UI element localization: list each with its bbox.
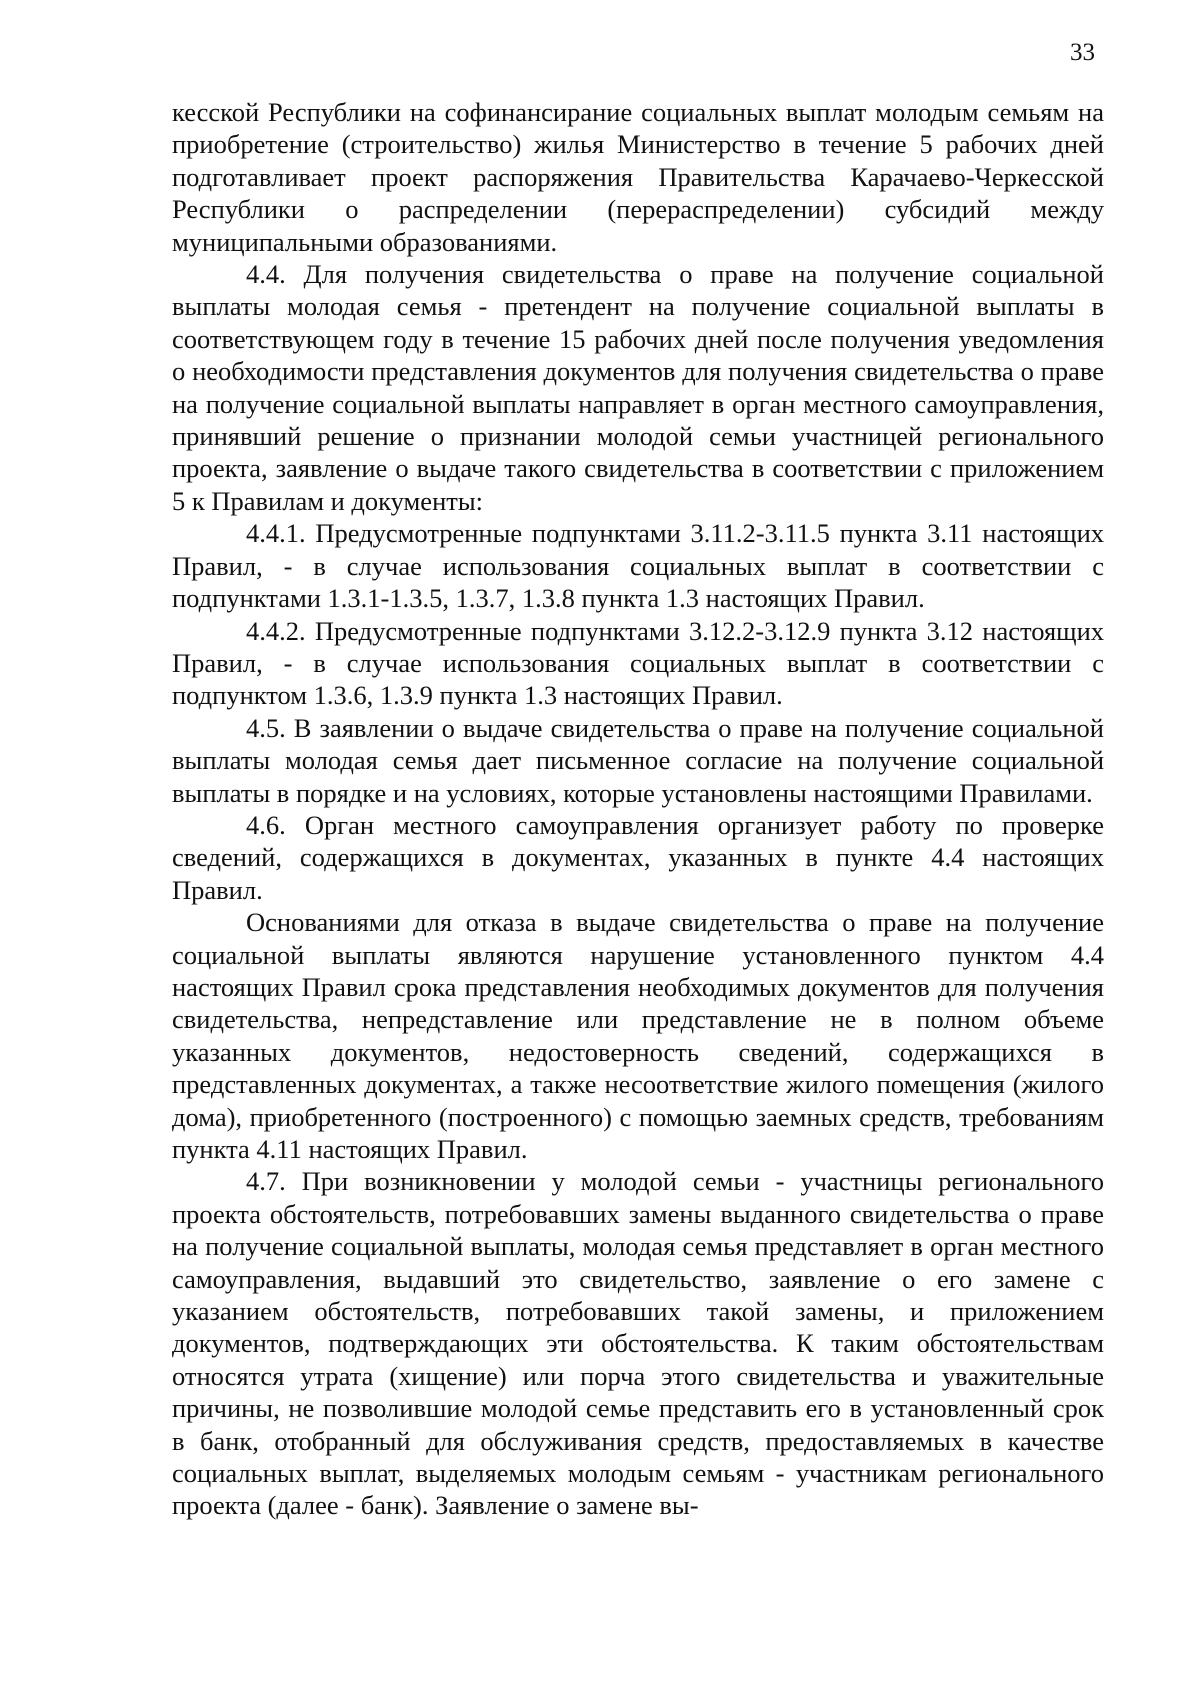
paragraph: 4.4.1. Предусмотренные подпунктами 3.11.2-3.11.5 пункта 3.11 настоящих Правил, - в случае использования социальных выплат в соответствии с подпунктами 1.3.1-1.3.5, 1.3.7, 1.3.8 пункта 1.3 настоящих Правил. [172, 518, 1104, 614]
page-number: 33 [1070, 39, 1095, 66]
paragraph: 4.6. Орган местного самоуправления организует работу по проверке сведений, содержащихся в документах, указанных в пункте 4.4 настоящих Правил. [172, 809, 1104, 905]
paragraph: Основаниями для отказа в выдаче свидетельства о праве на получение социальной выплаты являются нарушение установленного пунктом 4.4 настоящих Правил срока представления необходимых документов для получения свидетельства, непредставление или представление не в полном объеме указанных документов, недостоверность сведений, содержащихся в представленных документах, а также несоответствие жилого помещения (жилого дома), приобретенного (построенного) с помощью заемных средств, требованиям пункта 4.11 настоящих Правил. [172, 907, 1104, 1164]
paragraph: 4.5. В заявлении о выдаче свидетельства о праве на получение социальной выплаты молодая семья дает письменное согласие на получение социальной выплаты в порядке и на условиях, которые установлены настоящими Правилами. [172, 712, 1104, 808]
paragraph: кесской Республики на софинансирание социальных выплат молодым семьям на приобретение (строительство) жилья Министерство в течение 5 рабочих дней подготавливает проект распоряжения Правительства Карачаево-Черкесской Республики о распределении (перераспределении) субсидий между муниципальными образованиями. [172, 97, 1104, 257]
paragraph: 4.7. При возникновении у молодой семьи - участницы регионального проекта обстоятельств, потребовавших замены выданного свидетельства о праве на получение социальной выплаты, молодая семья представляет в орган местного самоуправления, выдавший это свидетельство, заявление о его замене с указанием обстоятельств, потребовавших такой замены, и приложением документов, подтверждающих эти обстоятельства. К таким обстоятельствам относятся утрата (хищение) или порча этого свидетельства и уважительные причины, не позволившие молодой семье представить его в установленный срок в банк, отобранный для обслуживания средств, предоставляемых в качестве социальных выплат, выделяемых молодым семьям - участникам регионального проекта (далее - банк). Заявление о замене вы- [172, 1166, 1104, 1521]
paragraph: 4.4.2. Предусмотренные подпунктами 3.12.2-3.12.9 пункта 3.12 настоящих Правил, - в случае использования социальных выплат в соответствии с подпунктом 1.3.6, 1.3.9 пункта 1.3 настоящих Правил. [172, 615, 1104, 711]
body-text [172, 96, 1104, 1522]
paragraph: 4.4. Для получения свидетельства о праве на получение социальной выплаты молодая семья - претендент на получение социальной выплаты в соответствующем году в течение 15 рабочих дней после получения уведомления о необходимости представления документов для получения свидетельства о праве на получение социальной выплаты направляет в орган местного самоуправления, принявший решение о признании молодой семьи участницей регионального проекта, заявление о выдаче такого свидетельства в соответствии с приложением 5 к Правилам и документы: [172, 259, 1104, 516]
